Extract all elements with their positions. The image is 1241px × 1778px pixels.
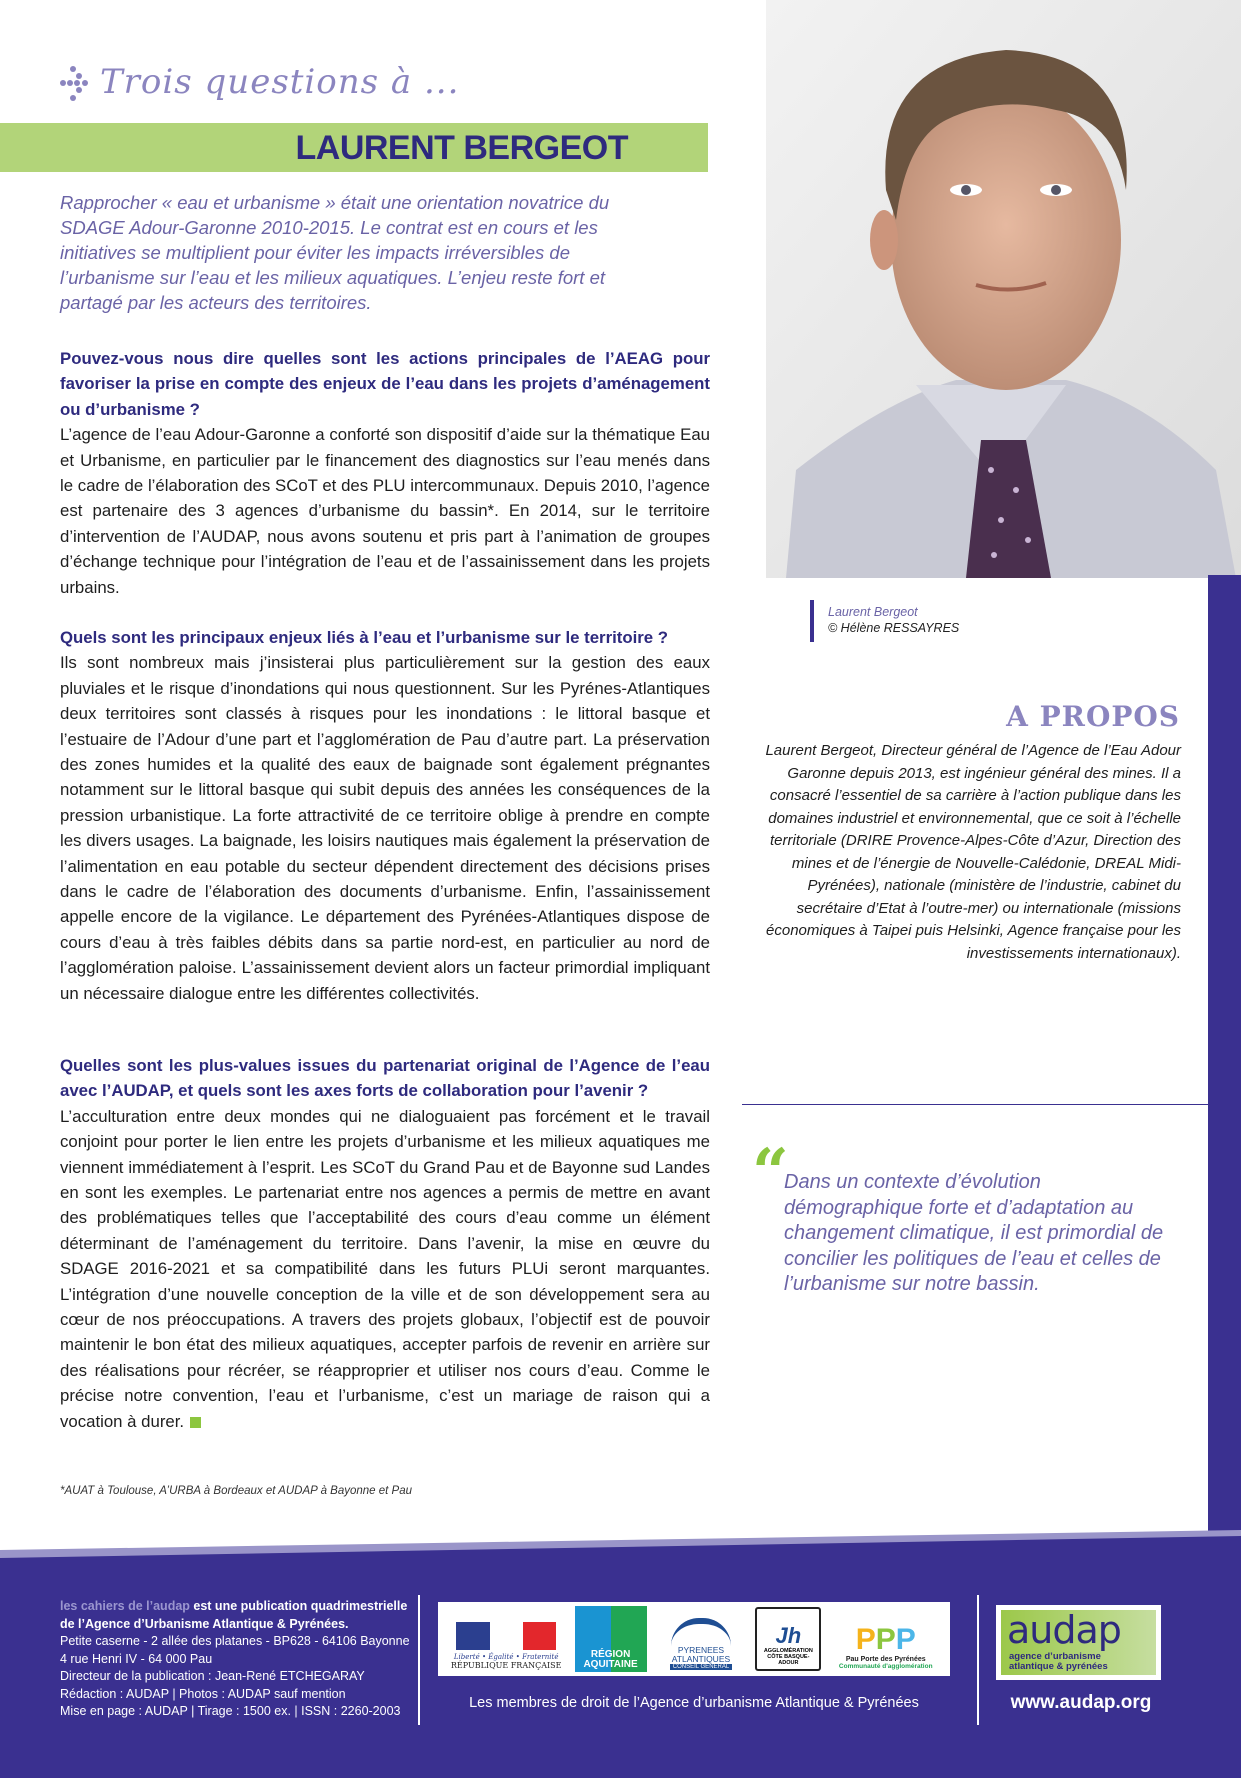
logo-pau-pyrenees[interactable]: PPP Pau Porte des Pyrénées Communauté d'agglomération: [838, 1623, 933, 1670]
members-caption: Les membres de droit de l’Agence d’urbanisme Atlantique & Pyrénées: [469, 1695, 919, 1711]
address-line-1: Petite caserne - 2 allée des platanes - BP628 - 64106 Bayonne: [60, 1634, 410, 1648]
purple-side-stripe: [1208, 575, 1241, 1575]
interviewee-name: LAURENT BERGEOT: [295, 129, 628, 167]
footer-separator: [977, 1595, 979, 1725]
publication-director: Directeur de la publication : Jean-René ETCHEGARAY: [60, 1669, 365, 1683]
pull-quote: Dans un contexte d’évolution démographique forte et d’adaptation au changement climatique, il est primordial de concilier les politiques de l’eau et celles de l’urbanisme sur notre bassin.: [784, 1171, 1164, 1295]
answer-text: L’agence de l’eau Adour-Garonne a conforté son dispositif d’aide sur la thématique Eau et Urbanisme, en particulier par le financement des diagnostics sur l’eau menés dans le cadre de l’élaboration des SCoT et des PLU intercommunaux. Depuis 2010, l’agence est partenaire des 3 agences d’urbanisme du bassin*. En 2014, sur le territoire d’intervention de l’AUDAP, nous avons soutenu et pris part à l’animation de groupes d’échange technique pour l’intégration de l’eau et de l’assainissement dans les projets urbains.: [60, 425, 710, 597]
publication-info: [60, 1598, 415, 1721]
interview-question-1: [60, 346, 710, 600]
quote-mark-icon: “: [752, 1135, 789, 1210]
footer-separator: [418, 1595, 420, 1725]
dots-ornament-icon: [60, 62, 90, 102]
layout-line: Mise en page : AUDAP | Tirage : 1500 ex. | ISSN : 2260-2003: [60, 1704, 401, 1718]
interview-question-2: [60, 625, 710, 1006]
intro-paragraph: Rapprocher « eau et urbanisme » était une orientation novatrice du SDAGE Adour-Garonne 2010-2015. Le contrat est en cours et les initiatives se multiplient pour éviter les impacts irréversibles de l’urbanisme sur l’eau et les milieux aquatiques. L’enjeu reste fort et partagé par les acteurs des territoires.: [60, 192, 610, 313]
member-logos: [438, 1602, 950, 1676]
audap-logo-subtitle: agence d’urbanisme atlantique & pyrénées: [1009, 1651, 1108, 1672]
apropos-title: A PROPOS: [1006, 700, 1180, 733]
logo-pyrenees-atlantiques[interactable]: PYRENEES ATLANTIQUES CONSEIL GENERAL: [659, 1608, 743, 1670]
portrait-photo: [766, 0, 1241, 578]
answer-text: L’acculturation entre deux mondes qui ne dialoguaient pas forcément et le travail conjoint pour porter le lien entre les projets d’urbanisme et les milieux aquatiques me viennent immédiatement à l’esprit. Les SCoT du Grand Pau et de Bayonne sud Landes en sont les exemples. Le partenariat entre nos agences a permis de mettre en avant des problématiques telles que l’acceptabilité des cours d’eau comme un élément déterminant de l’aménagement du territoire. Dans l’avenir, la mise en œuvre du SDAGE 2016-2021 et sa compatibilité dans les futurs PLUi seront marquantes. L’intégration d’une nouvelle conception de la ville et de son développement sera au cœur de nos préoccupations. A travers des projets globaux, l’objectif est de pouvoir maintenir le bon état des milieux aquatiques, accepter parfois de revenir en arrière sur des réalisations pour récréer, se réapproprier et utiliser nos cours d’eau. Comme le précise notre convention, l’eau et l’urbanisme, c’est un mariage de raison qui a vocation à durer.: [60, 1106, 710, 1431]
footnote: *AUAT à Toulouse, A’URBA à Bordeaux et AUDAP à Bayonne et Pau: [60, 1485, 413, 1497]
logo-agglomeration[interactable]: Jh AGGLOMÉRATION CÔTE BASQUE-ADOUR: [755, 1607, 821, 1671]
kicker-text: Trois questions à ...: [100, 62, 460, 102]
audap-logo[interactable]: [996, 1605, 1161, 1680]
logo-republique-francaise[interactable]: Liberté • Égalité • Fraternité RÉPUBLIQUE FRANÇAISE: [450, 1608, 562, 1670]
apropos-text: Laurent Bergeot, Directeur général de l’Agence de l’Eau Adour Garonne depuis 2013, est ingénieur général des mines. Il a consacré l’essentiel de sa carrière à l’action publique dans les domaines industriel et environnemental, que ce soit à l’échelle territoriale (DRIRE Provence-Alpes-Côte d’Azur, Direction des mines et de l’énergie de Nouvelle-Calédonie, DREAL Midi-Pyrénées), nationale (ministère de l’industrie, cabinet du secrétaire d’Etat à l’outre-mer) ou internationale (missions économiques à Taipei puis Helsinki, Agence française pour les investissements internationaux).: [765, 742, 1181, 962]
website-link[interactable]: www.audap.org: [1010, 1692, 1152, 1713]
publication-description: est une publication quadrimestrielle de l’Agence d’Urbanisme Atlantique & Pyrénées.: [60, 1599, 408, 1631]
publication-line: [60, 1598, 415, 1633]
question-text: Quels sont les principaux enjeux liés à l’eau et l’urbanisme sur le territoire ?: [60, 628, 669, 647]
question-text: Quelles sont les plus-values issues du partenariat original de l’Agence de l’eau avec l’AUDAP, et quels sont les axes forts de collaboration pour l’avenir ?: [60, 1056, 710, 1101]
credits-line: Rédaction : AUDAP | Photos : AUDAP sauf mention: [60, 1686, 346, 1701]
caption-credit: © Hélène RESSAYRES: [828, 621, 960, 635]
section-kicker: [60, 62, 459, 102]
interview-question-3: [60, 1053, 710, 1434]
publication-name: les cahiers de l’audap: [60, 1599, 190, 1613]
portrait-illustration: [766, 0, 1241, 578]
end-square-icon: [190, 1417, 201, 1428]
audap-logo-word: audap: [1007, 1608, 1121, 1652]
name-band: [0, 123, 708, 172]
logo-region-aquitaine[interactable]: RÉGION AQUITAINE: [575, 1606, 647, 1672]
section-divider: [742, 1104, 1208, 1105]
answer-text: Ils sont nombreux mais j’insisterai plus particulièrement sur la gestion des eaux pluviales et le risque d’inondations qui nous questionnent. Sur les Pyrénes-Atlantiques deux territoires sont classés à risques pour les inondations : le littoral basque et l’estuaire de l’Adour d’une part et l’agglomération de Pau d’autre part. La préservation des zones humides et la qualité des eaux de baignade sont également prégnantes notamment sur le littoral basque qui subit depuis des années les conséquences de la pression urbanistique. La forte attractivité de ce territoire oblige à prendre en compte les divers usages. La baignade, les loisirs nautiques mais également la préservation de l’alimentation en eau potable du secteur dépendent directement des décisions prises dans le cadre de l’élaboration des documents d’urbanisme. Enfin, l’assainissement appelle encore de la vigilance. Le département des Pyrénées-Atlantiques dispose de cours d’eau à très faibles débits dans sa partie nord-est, en particulier au nord de l’agglomération paloise. L’assainissement devient alors un facteur primordial impliquant un nécessaire dialogue entre les différentes collectivités.: [60, 653, 710, 1003]
photo-caption: [810, 600, 959, 642]
address-line-2: 4 rue Henri IV - 64 000 Pau: [60, 1651, 213, 1666]
caption-name: Laurent Bergeot: [828, 605, 918, 619]
question-text: Pouvez-vous nous dire quelles sont les actions principales de l’AEAG pour favoriser la prise en compte des enjeux de l’eau dans les projets d’aménagement ou d’urbanisme ?: [60, 349, 710, 419]
